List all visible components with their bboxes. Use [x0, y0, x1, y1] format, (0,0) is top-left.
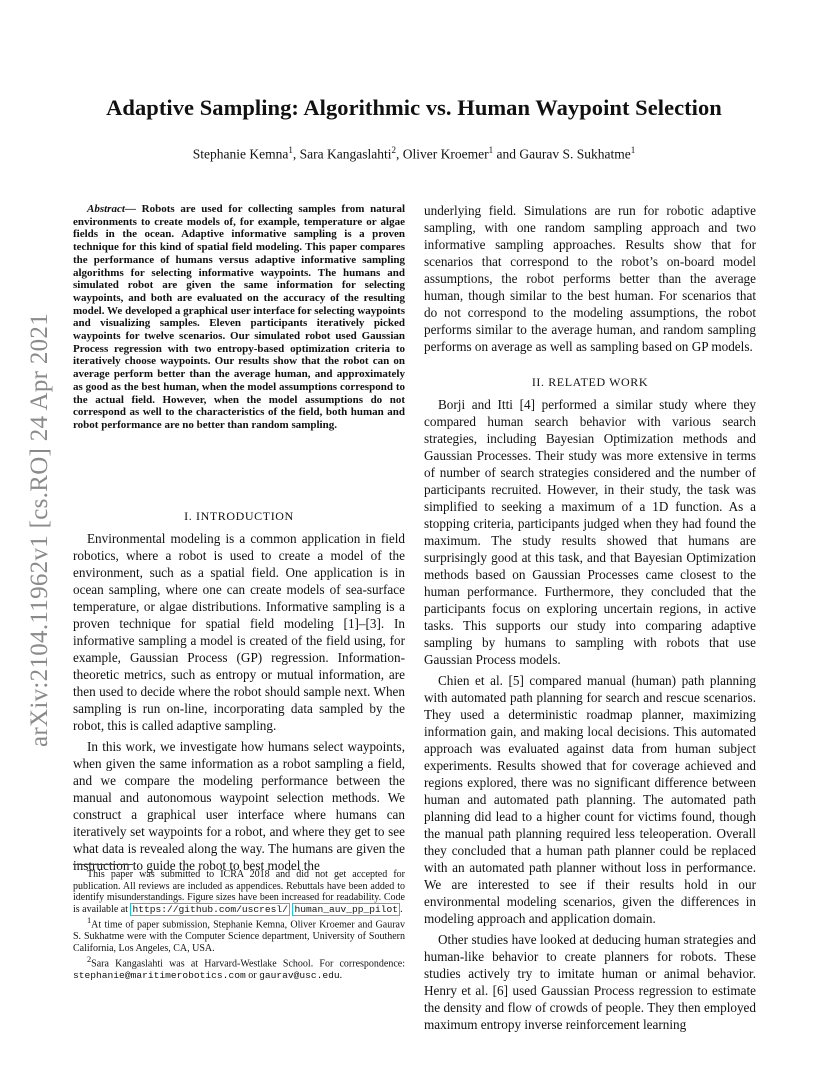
paragraph: Borji and Itti [4] performed a similar study where they compared human search behavior with various search strategies, including Bayesian Optimization methods and Gaussian Processes. Their study was more extensive in terms of number of search strategies considered and the number of participants recruited. However, in their study, the task was simplified to seeking a maximum of a 1D function. As a stopping criteria, participants judged when they had found the maximum. The study results showed that humans are surprisingly good at this task, and that Bayesian Optimization methods based on Gaussian Processes came closest to the human performance. Furthermore, they concluded that the participants focus on exploring uncertain regions, in active tasks. This supports our study into comparing adaptive sampling by humans to sampling with robots that use Gaussian Process models. — [424, 397, 756, 667]
section-heading-introduction: I. INTRODUCTION — [184, 509, 294, 523]
footnotes — [73, 869, 405, 982]
footnote-period: . — [400, 903, 403, 915]
footnote-end: . — [339, 970, 343, 982]
affiliation-footnote-2 — [73, 954, 405, 982]
abstract-dash: — — [124, 203, 142, 215]
paragraph: Other studies have looked at deducing human strategies and human-like behavior to create planners for robots. These studies actively try to imitate human or animal behavior. Henry et al. [6] used Gaussian Process regression to estimate the density and flow of crowds of people. They then employed maximum entropy inverse reinforcement learning — [424, 932, 756, 1032]
author-name: Gaurav S. Sukhatme — [519, 146, 631, 162]
abstract — [73, 203, 405, 432]
author-list — [0, 145, 828, 163]
paper-title: Adaptive Sampling: Algorithmic vs. Human Waypoint Selection — [106, 95, 722, 120]
footnote-mark: 1 — [87, 916, 92, 926]
author-name: Stephanie Kemna — [192, 146, 289, 162]
footnote-mark: 2 — [87, 955, 92, 965]
paragraph: In this work, we investigate how humans select waypoints, when given the same information as a robot sampling a field, and we compare the modeling performance between the manual and autonomous waypoint selection methods. We construct a graphical user interface where humans can iteratively set waypoints for a robot, and where they get to see what data is revealed along the way. The humans are given the instruction to guide the robot to best model the — [73, 739, 405, 873]
author-separator: , — [396, 146, 403, 162]
code-link[interactable]: https://github.com/uscresl/ — [132, 903, 288, 915]
affiliation-mark: 1 — [288, 145, 293, 155]
author-separator: and — [493, 146, 520, 162]
affiliation-mark: 1 — [488, 145, 494, 155]
affiliation-text: Sara Kangaslahti was at Harvard-Westlake School. For correspondence: — [91, 958, 405, 970]
abstract-label: Abstract — [87, 203, 125, 215]
submission-note — [73, 869, 405, 915]
affiliation-mark: 2 — [391, 145, 396, 155]
section-heading-related-work: II. RELATED WORK — [531, 375, 649, 389]
email-link[interactable]: stephanie@maritimerobotics.com — [73, 970, 246, 982]
abstract-text: Robots are used for collecting samples from natural environments to create models of, for example, temperature or algae fields in the ocean. Adaptive informative sampling is a proven technique for this kind of spatial field modeling. This paper compares the performance of humans versus adaptive informative sampling algorithms for selecting informative waypoints. The humans and simulated robot are given the same information for selecting waypoints, and both are evaluated on the accuracy of the resulting model. We developed a graphical user interface for selecting waypoints and visualizing samples. Eleven participants iteratively picked waypoints for twelve scenarios. Our simulated robot used Gaussian Process regression with two entropy-based optimization criteria to iteratively choose waypoints. Our results show that the robot can on average perform better than the average human, and approximately as good as the best human, when the model assumptions correspond to the actual field. However, when the model assumptions do not correspond as well to the characteristics of the field, both human and robot performance are no better than random sampling. — [73, 203, 406, 431]
arxiv-stamp — [22, 290, 58, 770]
author-name: Sara Kangaslahti — [299, 146, 392, 162]
affiliation-mark: 1 — [630, 145, 636, 155]
affiliation-footnote-1 — [73, 915, 405, 954]
introduction-body — [73, 530, 405, 878]
author-separator: , — [292, 146, 300, 162]
related-work-body — [424, 396, 756, 1037]
code-link-continued[interactable]: human_auv_pp_pilot — [294, 903, 399, 915]
paragraph: Environmental modeling is a common application in field robotics, where a robot is used to create a model of the environment, such as a spatial field. One application is in ocean sampling, where one can create models of sea-surface temperature, or algae distributions. Informative sampling is a proven technique for spatial field modeling [1]–[3]. In informative sampling a model is created of the field using, for example, Gaussian Process (GP) regression. Information-theoretic metrics, such as entropy or mutual information, are then used to decide where the robot should sample next. When sampling is run on-line, incorporating data sampled by the robot, this is called adaptive sampling. — [73, 531, 405, 733]
submission-text: This paper was submitted to ICRA 2018 and did not get accepted for publication. All reviews are included as appendices. Rebuttals have been added to identify misunderstandings. Figure sizes have been increased for readability. Code is available at — [73, 869, 405, 915]
affiliation-text: At time of paper submission, Stephanie Kemna, Oliver Kroemer and Gaurav S. Sukhatme were with the Computer Science department, University of Southern California, Los Angeles, CA, USA. — [73, 919, 405, 954]
author-name: Oliver Kroemer — [402, 146, 489, 162]
footnote-divider — [73, 864, 133, 865]
introduction-continued — [424, 202, 756, 359]
paragraph: underlying field. Simulations are run for robotic adaptive sampling, with one random sampling approach and two informative sampling approaches. Results show that for scenarios that correspond to the robot’s on-board model assumptions, the robot performs better than the average human, though similar to the best human. For scenarios that do not correspond to the modeling assumptions, the robot performs similar to the average human, and random sampling performs on average as well as sampling based on GP models. — [424, 203, 756, 354]
arxiv-identifier: arXiv:2104.11962v1 [cs.RO] 24 Apr 2021 — [26, 312, 53, 748]
paragraph: Chien et al. [5] compared manual (human) path planning with automated path planning for search and rescue scenarios. They used a deterministic roadmap planner, maximizing information gain, and making local decisions. This automated approach was evaluated against data from human subject experiments. Results showed that for coverage achieved and regions explored, there was no significant difference between human and automated path planning. The automated path planning did lead to a higher count for victims found, though the manual path planning required less teleoperation. Overall they concluded that a human path planner could be replaced with an automated path planner without loss in performance. We are interested to see if their results hold in our environmental modeling scenarios, given the differences in modeling approach and application domain. — [424, 673, 756, 926]
email-separator: or — [245, 970, 260, 982]
email-link[interactable]: gaurav@usc.edu — [259, 970, 340, 982]
